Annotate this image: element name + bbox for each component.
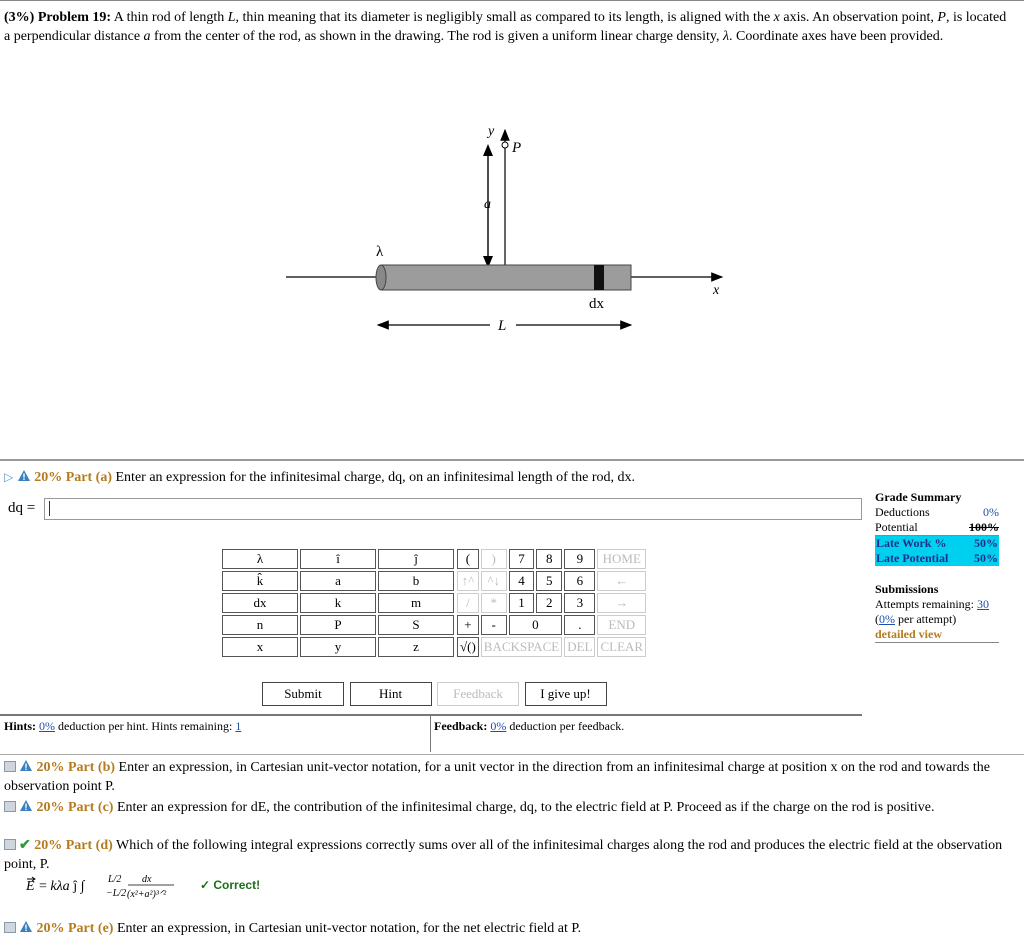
symbol-key[interactable]: k̂ (222, 571, 298, 591)
distance-a-label: a (484, 197, 491, 212)
end-key[interactable]: END (597, 615, 646, 635)
hints-text: deduction per hint. Hints remaining: (58, 719, 233, 733)
formula-denominator: (x²+a²)³ᐟ² (127, 889, 167, 900)
symbol-key[interactable]: m (378, 593, 454, 613)
symbol-key[interactable]: n (222, 615, 298, 635)
distance-a-arrowhead-top (483, 144, 493, 156)
sqrt-key[interactable]: √() (457, 637, 479, 657)
digit-key[interactable]: 7 (509, 549, 535, 569)
hints-feedback-separator (430, 716, 431, 752)
open-paren-key[interactable]: ( (457, 549, 479, 569)
part-b-prompt: Enter an expression, in Cartesian unit-vector notation, for a unit vector in the direction from an infinitesimal charge at position x on the rod and towards the observation point P. (4, 760, 990, 794)
lambda-label: λ (376, 244, 384, 260)
divide-key[interactable]: / (457, 593, 479, 613)
digit-key[interactable]: 3 (564, 593, 595, 613)
problem-statement (4, 8, 1014, 46)
deductions-value: 0% (983, 505, 999, 519)
left-arrow-key[interactable]: ← (597, 571, 646, 591)
y-axis-label: y (488, 124, 495, 139)
digit-key[interactable]: 2 (536, 593, 562, 613)
formula-lhs: E (26, 879, 35, 894)
part-c (4, 798, 1014, 817)
subscript-key[interactable]: ^↓ (481, 571, 507, 591)
attempts-label: Attempts remaining: (875, 597, 974, 611)
deductions-label: Deductions (875, 505, 930, 519)
rod-end-cap (376, 265, 386, 290)
problem-text: , thin meaning that its diameter is negligibly small as compared to its length, is aligned with the (235, 10, 771, 25)
part-a-percent: 20% Part (a) (34, 470, 112, 485)
x-axis-label: x (713, 283, 720, 298)
hints-pct[interactable]: 0% (39, 719, 56, 733)
part-d (4, 836, 1014, 874)
rod-body (381, 265, 631, 290)
power-key[interactable]: ↑^ (457, 571, 479, 591)
symbol-x: x (773, 10, 780, 25)
rod-diagram (0, 110, 1024, 455)
symbol-key[interactable]: k (300, 593, 376, 613)
symbol-key[interactable]: z (378, 637, 454, 657)
detailed-view-link[interactable]: detailed view (875, 627, 942, 641)
check-icon: ✔ (19, 838, 31, 853)
part-d-prompt: Which of the following integral expressions correctly sums over all of the infinitesimal charges along the rod and produces the electric field at the observation point, P. (4, 838, 1003, 872)
part-b (4, 758, 1014, 796)
parts-divider (0, 754, 1024, 755)
potential-label: Potential (875, 520, 918, 534)
late-potential-label: Late Potential (876, 551, 949, 565)
digit-key[interactable]: 0 (509, 615, 563, 635)
problem-text: , is located a perpendicular distance (4, 10, 1007, 44)
attempts-value[interactable]: 30 (976, 597, 989, 611)
digit-key[interactable]: 4 (509, 571, 535, 591)
backspace-key[interactable]: BACKSPACE (481, 637, 562, 657)
hints-divider (0, 714, 862, 716)
problem-text: axis. An observation point, (783, 10, 934, 25)
expand-triangle-icon[interactable]: ▷ (4, 470, 14, 484)
correct-indicator: ✓ Correct! (200, 878, 261, 892)
collapse-box-icon[interactable] (4, 801, 16, 812)
warning-icon (19, 759, 33, 772)
problem-weight: (3%) (4, 10, 35, 25)
problem-text: A thin rod of length (113, 10, 225, 25)
symbol-key[interactable]: S (378, 615, 454, 635)
home-key[interactable]: HOME (597, 549, 646, 569)
minus-key[interactable]: - (481, 615, 507, 635)
answer-input[interactable] (44, 498, 862, 520)
hints-label: Hints: (4, 719, 37, 733)
close-paren-key[interactable]: ) (481, 549, 507, 569)
calculator-pad (455, 547, 648, 659)
part-b-percent: 20% Part (b) (36, 760, 116, 775)
digit-key[interactable]: 8 (536, 549, 562, 569)
symbol-a: a (143, 29, 151, 44)
part-a-prompt: Enter an expression for the infinitesimal charge, dq, on an infinitesimal length of the rod, dx. (115, 470, 636, 485)
symbol-key[interactable]: P (300, 615, 376, 635)
decimal-key[interactable]: . (564, 615, 595, 635)
feedback-info (434, 719, 624, 734)
digit-key[interactable]: 9 (564, 549, 595, 569)
dx-label: dx (589, 296, 604, 312)
symbol-key[interactable]: y (300, 637, 376, 657)
collapse-box-icon[interactable] (4, 761, 16, 772)
multiply-key[interactable]: * (481, 593, 507, 613)
problem-text: . Coordinate axes have been provided. (729, 29, 944, 44)
symbol-pad (220, 547, 456, 659)
symbol-key[interactable]: x (222, 637, 298, 657)
collapse-box-icon[interactable] (4, 922, 16, 933)
grade-summary: Grade Summary Deductions 0% Potential 100% Late Work % 50% Late Potential 50% Submissions Attempts remaining: 30 (0% per attempt) detailed view (875, 490, 999, 641)
digit-key[interactable]: 6 (564, 571, 595, 591)
part-e-prompt: Enter an expression, in Cartesian unit-vector notation, for the net electric field at P. (116, 921, 582, 936)
late-potential-value: 50% (974, 551, 998, 565)
right-arrow-key[interactable]: → (597, 593, 646, 613)
part-d-answer-formula (26, 874, 196, 904)
formula-numerator: dx (142, 874, 152, 885)
submissions-title: Submissions (875, 582, 939, 596)
clear-key[interactable]: CLEAR (597, 637, 646, 657)
hints-info (4, 719, 241, 734)
warning-icon (17, 469, 31, 482)
point-p-marker (502, 142, 508, 148)
action-buttons (262, 682, 609, 706)
potential-value: 100% (969, 520, 999, 534)
delete-key[interactable]: DEL (564, 637, 595, 657)
problem-label: Problem 19: (37, 10, 112, 25)
hints-remaining[interactable]: 1 (235, 719, 242, 733)
text-caret (49, 501, 50, 516)
digit-key[interactable]: 1 (509, 593, 535, 613)
answer-label: dq = (8, 500, 36, 516)
part-d-percent: 20% Part (d) (34, 838, 113, 853)
collapse-box-icon[interactable] (4, 839, 16, 850)
warning-icon (19, 799, 33, 812)
late-work-value: 50% (974, 536, 998, 550)
feedback-pct[interactable]: 0% (490, 719, 507, 733)
give-up-button[interactable]: I give up! (525, 682, 607, 706)
submit-button[interactable]: Submit (262, 682, 344, 706)
plus-key[interactable]: + (457, 615, 479, 635)
digit-key[interactable]: 5 (536, 571, 562, 591)
problem-text: from the center of the rod, as shown in the drawing. The rod is given a uniform linear charge density, (154, 29, 720, 44)
grade-summary-title: Grade Summary (875, 490, 962, 504)
feedback-label: Feedback: (434, 719, 488, 733)
point-p-label: P (512, 140, 522, 156)
late-work-label: Late Work % (876, 536, 947, 550)
part-e-percent: 20% Part (e) (36, 921, 114, 936)
part-divider (0, 459, 1024, 461)
symbol-key[interactable]: b (378, 571, 454, 591)
rod-element-dx (594, 265, 604, 290)
symbol-P: P (937, 10, 946, 25)
part-e (4, 919, 1014, 938)
symbol-L: L (227, 10, 236, 25)
feedback-button[interactable]: Feedback (437, 682, 519, 706)
per-attempt-text: per attempt) (898, 612, 957, 626)
formula-limits: −L/2 (106, 888, 127, 899)
symbol-key[interactable]: ĵ (378, 549, 454, 569)
hint-button[interactable]: Hint (350, 682, 432, 706)
top-divider (0, 0, 1024, 1)
part-c-percent: 20% Part (c) (36, 800, 114, 815)
feedback-text: deduction per feedback. (509, 719, 625, 733)
per-attempt-pct[interactable]: 0% (879, 612, 895, 626)
symbol-key[interactable]: î (300, 549, 376, 569)
symbol-key[interactable]: a (300, 571, 376, 591)
formula-expression: = kλa ĵ ∫ (39, 879, 85, 894)
symbol-key[interactable]: λ (222, 549, 298, 569)
formula-limits: L/2 (108, 874, 122, 885)
warning-icon (19, 920, 33, 933)
symbol-lambda: λ (722, 29, 730, 44)
part-a-header (4, 467, 864, 488)
part-c-prompt: Enter an expression for dE, the contribution of the infinitesimal charge, dq, to the electric field at P. Proceed as if the charge on the rod is positive. (116, 800, 935, 815)
length-label: L (498, 318, 507, 334)
symbol-key[interactable]: dx (222, 593, 298, 613)
